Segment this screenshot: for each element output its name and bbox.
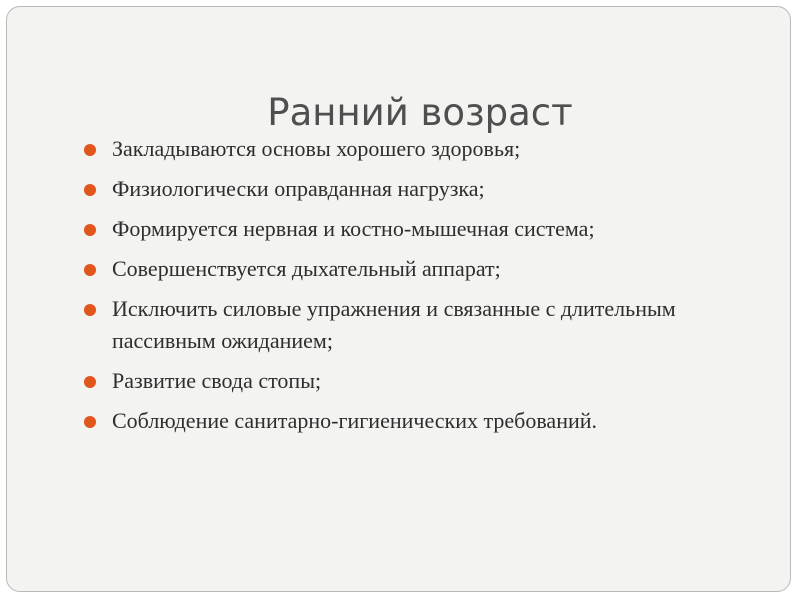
bullet-dot-icon (84, 184, 96, 196)
bullet-text: Совершенствуется дыхательный аппарат; (112, 256, 501, 281)
bullet-dot-icon (84, 304, 96, 316)
bullet-dot-icon (84, 416, 96, 428)
bullet-dot-icon (84, 224, 96, 236)
bullet-item (82, 253, 742, 285)
bullet-item (82, 213, 742, 245)
bullet-text: Развитие свода стопы; (112, 368, 322, 393)
bullet-text: Закладываются основы хорошего здоровья; (112, 136, 521, 161)
bullet-text: Соблюдение санитарно-гигиенических требований. (112, 408, 598, 433)
bullet-list (82, 133, 742, 445)
bullet-item (82, 173, 742, 205)
bullet-text: Исключить силовые упражнения и связанные с длительным пассивным ожиданием; (112, 296, 676, 353)
bullet-dot-icon (84, 144, 96, 156)
bullet-item (82, 293, 742, 357)
bullet-item (82, 133, 742, 165)
bullet-item (82, 365, 742, 397)
bullet-item (82, 405, 742, 437)
bullet-dot-icon (84, 264, 96, 276)
bullet-dot-icon (84, 376, 96, 388)
bullet-text: Физиологически оправданная нагрузка; (112, 176, 485, 201)
bullet-text: Формируется нервная и костно-мышечная система; (112, 216, 595, 241)
slide-title: Ранний возраст (267, 90, 573, 134)
